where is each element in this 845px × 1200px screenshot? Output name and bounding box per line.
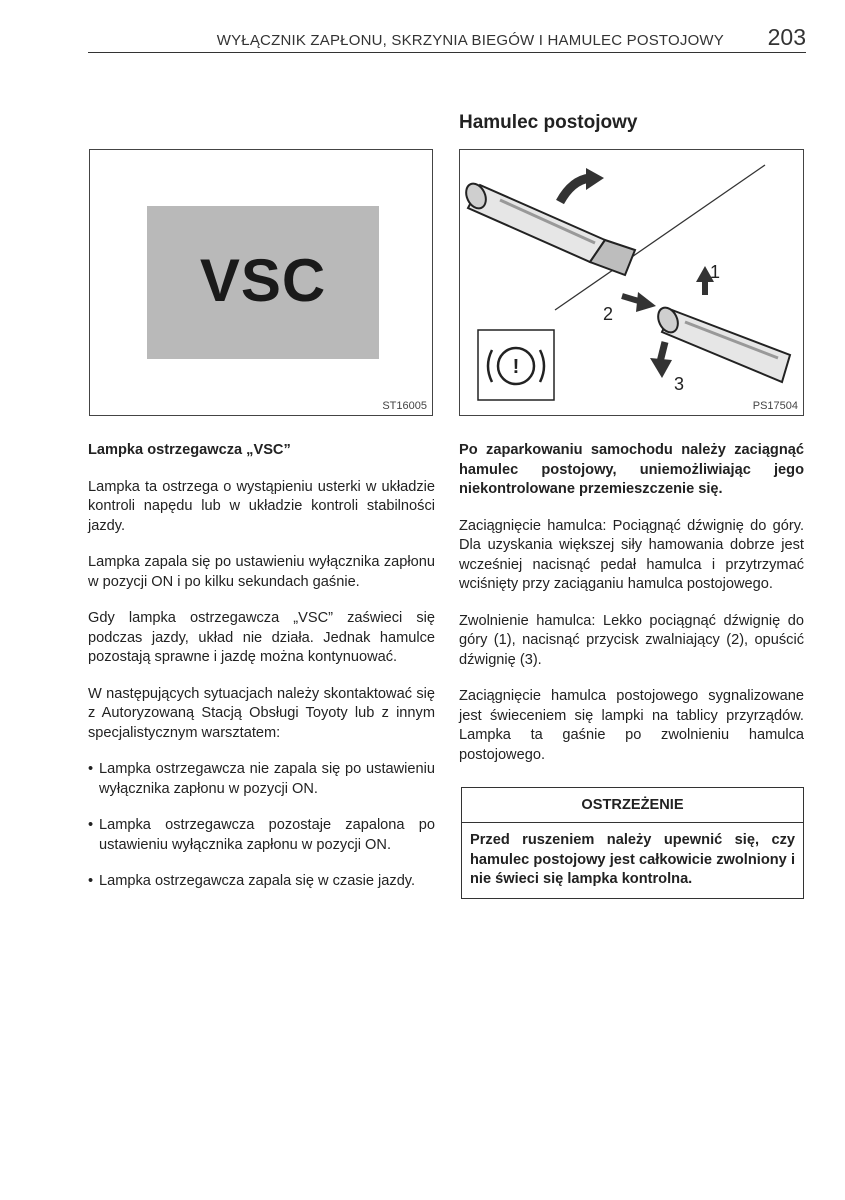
paragraph: Lampka ta ostrzega o wystąpieniu usterki w układzie kontroli napędu lub w układzie kontroli stabilności jazdy. bbox=[88, 478, 435, 534]
parking-brake-illustration bbox=[460, 150, 803, 415]
svg-text:!: ! bbox=[512, 356, 520, 378]
lever-raised-image bbox=[462, 180, 635, 275]
left-column bbox=[88, 441, 435, 909]
paragraph: Zaciągnięcie hamulca postojowego sygnalizowane jest świeceniem się lampki na tablicy przyrządów. Lampka ta gaśnie po zwolnieniu hamulca postojowego. bbox=[459, 688, 804, 763]
header-title: WYŁĄCZNIK ZAPŁONU, SKRZYNIA BIEGÓW I HAMULEC POSTOJOWY bbox=[216, 32, 724, 49]
list-item: • Lampka ostrzegawcza nie zapala się po ustawieniu wyłącznika zapłonu w pozycji ON. bbox=[88, 760, 435, 799]
paragraph: Gdy lampka ostrzegawcza „VSC” zaświeci się podczas jazdy, układ nie działa. Jednak hamulce pozostają sprawne i jazdę można kontynuować. bbox=[88, 610, 435, 665]
vsc-figure bbox=[89, 149, 433, 416]
lever-release-image bbox=[654, 304, 790, 382]
bullet-list bbox=[88, 760, 435, 892]
paragraph: W następujących sytuacjach należy skontaktować się z Autoryzowaną Stacją Obsługi Toyoty lub z innym specjalistycznym warsztatem: bbox=[88, 685, 435, 741]
lift-arrow-icon bbox=[560, 178, 590, 202]
vsc-heading: Lampka ostrzegawcza „VSC” bbox=[88, 442, 291, 458]
figure-id: PS17504 bbox=[752, 400, 798, 412]
callout-3: 3 bbox=[674, 374, 685, 394]
parking-brake-figure bbox=[459, 149, 804, 416]
page-number: 203 bbox=[767, 24, 806, 50]
paragraph: Lampka zapala się po ustawieniu wyłącznika zapłonu w pozycji ON i po kilku sekundach gaśnie. bbox=[88, 554, 435, 590]
warning-title: OSTRZEŻENIE bbox=[462, 788, 803, 823]
section-title: Hamulec postojowy bbox=[459, 112, 638, 133]
list-item: • Lampka ostrzegawcza pozostaje zapalona po ustawieniu wyłącznika zapłonu w pozycji ON. bbox=[88, 816, 435, 855]
list-item: • Lampka ostrzegawcza zapala się w czasie jazdy. bbox=[88, 872, 435, 892]
paragraph: Zwolnienie hamulca: Lekko pociągnąć dźwignię do góry (1), nacisnąć przycisk zwalniający (2), opuścić dźwignię (3). bbox=[459, 612, 804, 668]
warning-text: Przed ruszeniem należy upewnić się, czy hamulec postojowy jest całkowicie zwolniony i nie świeci się lampka kontrolna. bbox=[470, 832, 795, 887]
vsc-label: VSC bbox=[199, 247, 327, 314]
warning-box bbox=[461, 787, 804, 899]
vsc-indicator-panel bbox=[147, 206, 379, 359]
callout-2: 2 bbox=[603, 304, 614, 324]
callout-1: 1 bbox=[710, 262, 721, 282]
figure-id: ST16005 bbox=[382, 400, 427, 412]
page-header bbox=[88, 26, 806, 53]
paragraph: Zaciągnięcie hamulca: Pociągnąć dźwignię do góry. Dla uzyskania większej siły hamowania dobrze jest wcześniej nacisnąć pedał hamulca i przytrzymać wciśnięty przy zaciąganiu hamulca postojowego. bbox=[459, 517, 804, 592]
intro-paragraph: Po zaparkowaniu samochodu należy zaciągnąć hamulec postojowy, uniemożliwiając jego niekontrolowane przemieszczenie się. bbox=[459, 442, 804, 497]
right-column bbox=[459, 441, 804, 782]
